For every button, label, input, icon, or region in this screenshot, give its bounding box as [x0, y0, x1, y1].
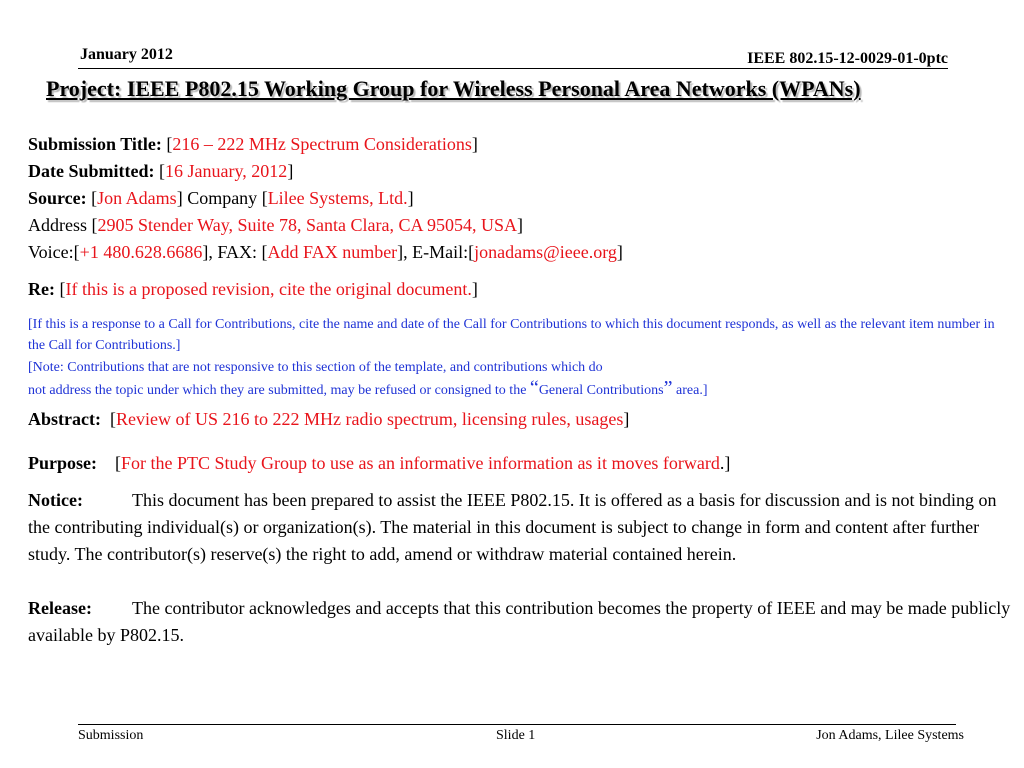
footer-slide-number: Slide 1 — [496, 728, 536, 743]
address-label: Address — [28, 215, 87, 235]
source-line: Source: [Jon Adams] Company [Lilee Systems, Ltd.] — [28, 188, 414, 208]
release-paragraph — [28, 595, 1018, 649]
abstract-value: Review of US 216 to 222 MHz radio spectrum, licensing rules, usages — [115, 409, 624, 429]
re-label: Re: — [28, 279, 55, 299]
address-line: Address [2905 Stender Way, Suite 78, Santa Clara, CA 95054, USA] — [28, 215, 524, 235]
voice-label: Voice: — [28, 242, 74, 262]
footer-left: Submission — [78, 728, 144, 743]
submission-title-line: Submission Title: [216 – 222 MHz Spectrum Considerations] — [28, 134, 478, 154]
re-line: Re: [If this is a proposed revision, cite the original document.] — [28, 279, 478, 299]
date-submitted-value: 16 January, 2012 — [165, 161, 288, 181]
fax-value: Add FAX number — [267, 242, 398, 262]
source-label: Source: — [28, 188, 87, 208]
company-label: Company — [187, 188, 258, 208]
project-title: Project: IEEE P802.15 Working Group for Wireless Personal Area Networks (WPANs) — [46, 76, 861, 101]
footer-divider — [78, 724, 956, 725]
note-response: [If this is a response to a Call for Contributions, cite the name and date of the Call for Contributions to which this document responds, as well as the relevant item number in the Call for Contributions.] — [28, 317, 995, 353]
quote-close: ” — [663, 377, 673, 399]
notice-paragraph — [28, 487, 1018, 568]
note-line-2: not address the topic under which they are submitted, may be refused or consigned to the “General Contributions” area.] — [28, 377, 708, 399]
purpose-value: For the PTC Study Group to use as an informative information as it moves forward — [121, 453, 720, 473]
re-value: If this is a proposed revision, cite the original document. — [65, 279, 472, 299]
email-value: jonadams@ieee.org — [474, 242, 617, 262]
release-label: Release: — [28, 598, 92, 618]
fax-label: FAX: — [217, 242, 258, 262]
submission-title-label: Submission Title: — [28, 134, 162, 154]
note-line-1: [Note: Contributions that are not responsive to this section of the template, and contributions which do — [28, 360, 603, 375]
notice-text: This document has been prepared to assist the IEEE P802.15. It is offered as a basis for discussion and is not binding on the contributing individual(s) or organization(s). The material in this document is subject to change in form and content after further study. The contributor(s) reserve(s) the right to add, amend or withdraw material contained herein. — [28, 490, 997, 564]
voice-value: +1 480.628.6686 — [79, 242, 203, 262]
date-submitted-label: Date Submitted: — [28, 161, 155, 181]
quote-open: “ — [529, 377, 539, 399]
abstract-line: Abstract: [Review of US 216 to 222 MHz radio spectrum, licensing rules, usages] — [28, 409, 630, 429]
header-date: January 2012 — [80, 46, 173, 63]
contact-line: Voice:[+1 480.628.6686], FAX: [Add FAX number], E-Mail:[jonadams@ieee.org] — [28, 242, 623, 262]
header-divider — [78, 68, 948, 69]
purpose-label: Purpose: — [28, 453, 97, 473]
company-value: Lilee Systems, Ltd. — [267, 188, 408, 208]
note-template — [28, 357, 1008, 401]
email-label: E-Mail: — [412, 242, 469, 262]
source-name: Jon Adams — [97, 188, 177, 208]
purpose-line: Purpose: [For the PTC Study Group to use as an informative information as it moves forward.] — [28, 453, 731, 473]
notice-label: Notice: — [28, 490, 83, 510]
abstract-label: Abstract: — [28, 409, 101, 429]
date-submitted-line: Date Submitted: [16 January, 2012] — [28, 161, 294, 181]
release-text: The contributor acknowledges and accepts that this contribution becomes the property of IEEE and may be made publicly available by P802.15. — [28, 598, 1011, 645]
address-value: 2905 Stender Way, Suite 78, Santa Clara, CA 95054, USA — [97, 215, 518, 235]
submission-title-value: 216 – 222 MHz Spectrum Considerations — [172, 134, 472, 154]
footer-author: Jon Adams, Lilee Systems — [816, 728, 964, 743]
header-doc-id: IEEE 802.15-12-0029-01-0ptc — [747, 50, 948, 67]
